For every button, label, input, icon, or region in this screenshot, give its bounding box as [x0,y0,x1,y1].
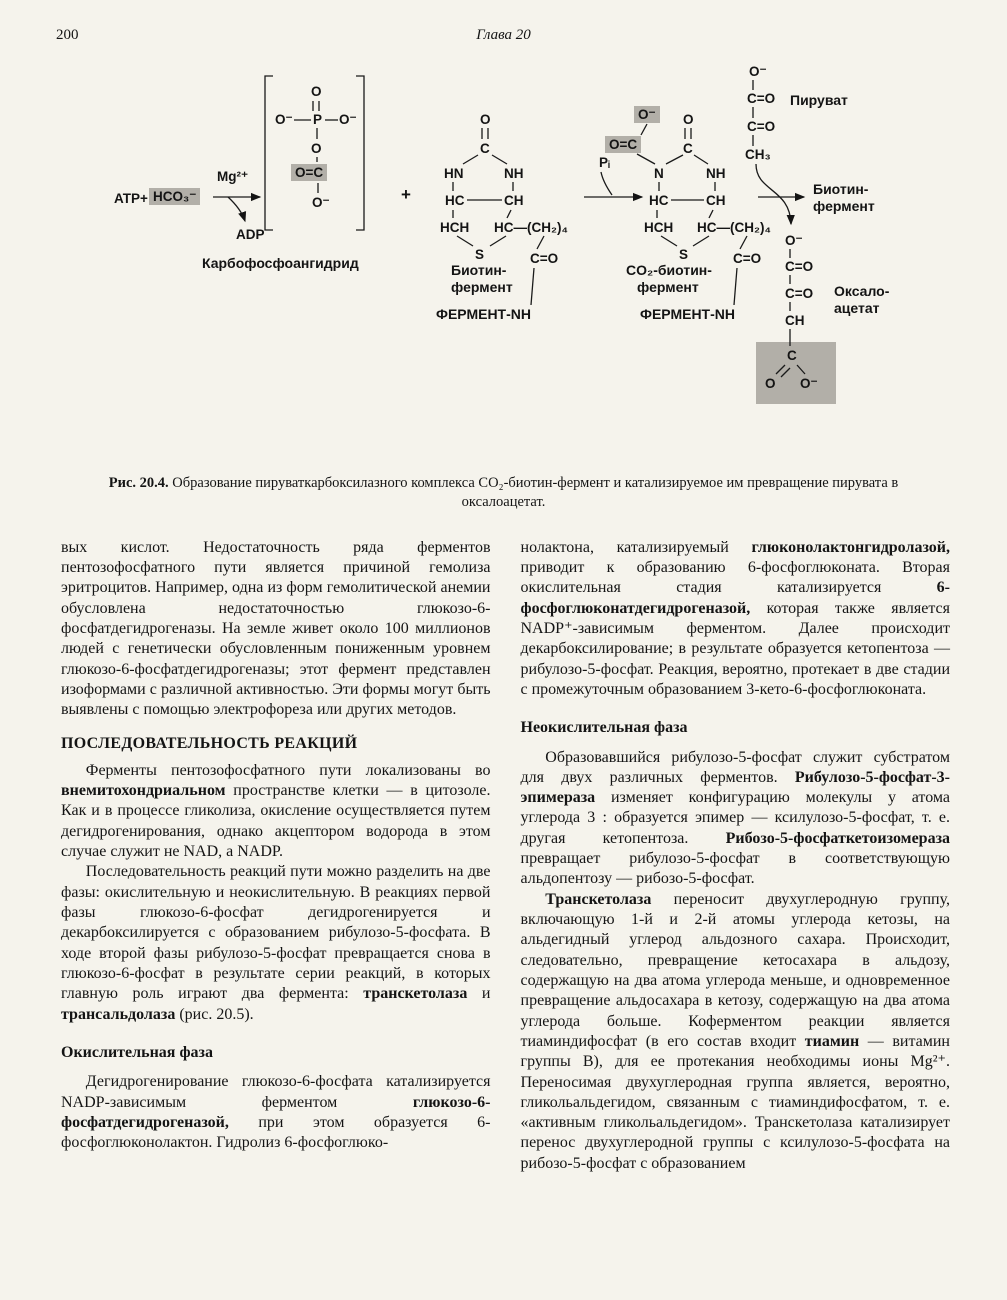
oxaloacetate-name-line2: ацетат [834,300,880,316]
right-column [521,538,951,1174]
pyruvate-carboxyl: C=O [747,91,776,106]
paragraph: Последовательность реакций пути можно разделить на две фазы: окислительную и неокислительную. В реакциях первой фазы глюкозо-6-фосфат дегидрогенируется и декарбоксилируется с образованием рибулозо-5-фосфата. В ходе второй фазы рибулозо-5-фосфат превращается снова в глюкозо-6-фосфат в результате серии реакций, в которых главную роль играют два фермента: транскетолаза и трансальдолаза (рис. 20.5). [61,863,491,1023]
pyruvate-methyl: CH₃ [745,147,771,162]
carboxybiotin-hc: HC [649,193,669,208]
paragraph: Транскетолаза переносит двухуглеродную группу, включающую 1-й и 2-й атомы углерода кетозы, на альдегидный углерод альдозного сахара. Происходит, следовательно, превращение кетосахара в альдозу, содержащую на два атома углерода меньше, и одновременное превращение альдосахара в кетозу, содержащую на два атома углерода больше. Коферментом реакции является тиаминдифосфат (в его состав входит тиамин — витамин группы В), для ее протекания необходимы ионы Mg²⁺. Переносимая двухуглеродная группа является, вероятно, гликольальдегидом, связанным с тиаминдифосфатом, т. е. «активным гликольальдегидом». Транскетолаза катализирует перенос двухуглеродной группы с ксилулозо-5-фосфата на рибозо-5-фосфат с образованием [520,890,950,1172]
carboxybiotin-name-line1: CO₂-биотин- [626,262,712,278]
carboxybiotin-n: N [654,166,664,181]
biotin-side-chain: HC—(CH₂)₄ [494,220,568,235]
page-header [0,0,1007,48]
phosphate-release-label: Pᵢ [599,155,610,170]
paragraph: Ферменты пентозофосфатного пути локализованы во внемитохондриальном пространстве клетки — в цитозоле. Как и в процессе гликолиза, окисление осуществляется путем дегидрогенирования, однако акцептором водорода в этом случае служит не NAD, а NADP. [61,761,491,861]
carboxybiotin-c: C [683,141,693,156]
carboxybiotin-ch: CH [706,193,726,208]
plus-sign: + [401,185,411,204]
biotin-o: O [480,112,491,127]
released-biotin-enzyme-line1: Биотин- [813,181,869,197]
bicarbonate-label: HCO₃⁻ [149,188,200,205]
atp-label: ATP+ [114,191,148,206]
biotin-enzyme-name-line1: Биотин- [451,262,507,278]
adp-label: ADP [236,227,265,242]
biotin-sulfur: S [475,247,485,262]
carboxybiotin-sulfur: S [679,247,689,262]
carboxybiotin-carbonyl: O=C [605,136,641,153]
carbophosphate-phosphorus: P [313,112,323,127]
carbophosphate-carbonyl: O=C [291,164,327,181]
oxaloacetate-keto: C=O [785,286,814,301]
oxaloacetate-o-top: O⁻ [785,233,803,248]
paragraph: Образовавшийся рибулозо-5-фосфат служит субстратом для двух различных ферментов. Рибулозо-5-фосфат-3-эпимераза изменяет конфигурацию молекулы у атома углерода 3 : образуется эпимер — ксилулозо-5-фосфат, т. е. другая кетопентоза. Рибозо-5-фосфаткетоизомераза превращает рибулозо-5-фосфат в соответствующую альдопентозу — рибозо-5-фосфат. [520,748,950,888]
figure-caption: Рис. 20.4. Образование пируваткарбоксилазного комплекса CO₂-биотин-фермент и катализируемое им превращение пирувата в оксалоацетат. [108,475,899,510]
carboxybiotin-hch: HCH [644,220,674,235]
carboxybiotin-nh: NH [706,166,726,181]
magnesium-label: Mg²⁺ [217,169,249,184]
subsection-heading-nonoxidative-phase: Неокислительная фаза [520,719,688,737]
paragraph: нолактона, катализируемый глюконолактонгидролазой, приводит к образованию 6-фосфоглюконата. Вторая окислительная стадия катализируется 6-фосфоглюконатдегидрогеназой, которая также является NADP⁺-зависимым ферментом. Далее происходит декарбоксилирование; в результате образуется кетопентоза — рибулозо-5-фосфат. Реакция, вероятно, протекает в две стадии с промежуточным образованием 3-кето-6-фосфоглюконата. [520,538,950,698]
carbophosphate-o-mid: O [311,141,322,156]
oxaloacetate-o-left: O [765,376,776,391]
subsection-heading-oxidative-phase: Окислительная фаза [61,1043,213,1061]
oxaloacetate-name-line1: Оксало- [834,283,890,299]
body-text [0,538,1007,1174]
oxaloacetate-ch: CH [785,313,805,328]
biotin-hc: HC [445,193,465,208]
carboxybiotin-name-line2: фермент [637,279,699,295]
carbophosphate-o-left: O⁻ [275,112,293,127]
bond-lines [0,60,1007,460]
biotin-nh: NH [504,166,524,181]
biotin-enzyme-nh: ФЕРМЕНТ-NH [436,306,531,322]
biotin-c: C [480,141,490,156]
pyruvate-name: Пируват [790,92,848,108]
oxaloacetate-carboxyl-top: C=O [785,259,814,274]
page-number: 200 [56,27,79,43]
paragraph: вых кислот. Недостаточность ряда ферментов пентозофосфатного пути является причиной гемолиза эритроцитов. Например, одна из форм гемолитической анемии обусловлена недостаточностью глюкозо-6-фосфатдегидрогеназы. На земле живет около 100 миллионов людей с генетически обусловленным пониженным уровнем глюкозо-6-фосфатдегидрогеназы; этот фермент представлен изоформами с различной активностью. Эти формы могут быть выявлены с помощью электрофореза или других методов. [61,538,491,719]
oxaloacetate-carboxylate-c: C [787,348,797,363]
reaction-diagram [0,60,1007,460]
biotin-ch: CH [504,193,524,208]
chapter-title: Глава 20 [476,27,531,43]
carbophosphate-o-top: O [311,84,322,99]
carbophosphate-o-right: O⁻ [339,112,357,127]
paragraph: Дегидрогенирование глюкозо-6-фосфата катализируется NADP-зависимым ферментом глюкозо-6-фосфатдегидрогеназой, при этом образуется 6-фосфоглюконолактон. Гидролиз 6-фосфоглюко- [61,1073,491,1152]
carboxybiotin-o: O [683,112,694,127]
pyruvate-keto: C=O [747,119,776,134]
carboxybiotin-enzyme-nh: ФЕРМЕНТ-NH [640,306,735,322]
oxaloacetate-o-right: O⁻ [800,376,818,391]
carboxybiotin-side-chain: HC—(CH₂)₄ [697,220,771,235]
released-biotin-enzyme-line2: фермент [813,198,875,214]
carboxybiotin-amide-co: C=O [733,251,762,266]
left-column [61,538,491,1174]
section-heading-reaction-sequence: ПОСЛЕДОВАТЕЛЬНОСТЬ РЕАКЦИЙ [61,734,358,752]
carbophosphate-name: Карбофосфоангидрид [202,255,359,271]
carboxybiotin-o-minus: O⁻ [634,106,660,123]
biotin-enzyme-name-line2: фермент [451,279,513,295]
biotin-hn: HN [444,166,464,181]
carbophosphate-o-bottom: O⁻ [312,195,330,210]
pyruvate-o-minus: O⁻ [749,64,767,79]
biotin-amide-co: C=O [530,251,559,266]
biotin-hch: HCH [440,220,470,235]
